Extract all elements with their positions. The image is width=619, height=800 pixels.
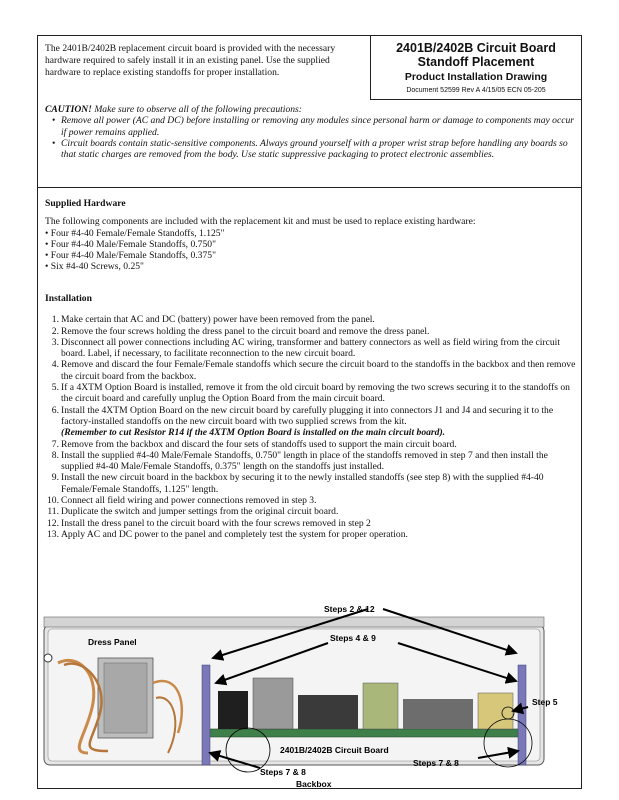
component-block xyxy=(253,678,293,729)
intro-paragraph: The 2401B/2402B replacement circuit board is provided with the necessary hardware required to safely install it in an existing panel. Use the supplied hardware to replace existing standoffs for proper installation. xyxy=(45,43,336,78)
standoff-left xyxy=(202,665,210,765)
hardware-item: • Four #4-40 Female/Female Standoffs, 1.125" xyxy=(45,228,580,239)
caution-lead-text: Make sure to observe all of the following precautions: xyxy=(91,104,302,115)
dress-panel-top xyxy=(44,617,544,627)
title-box xyxy=(370,36,581,100)
caution-block xyxy=(45,104,575,160)
label-circuit-board: 2401B/2402B Circuit Board xyxy=(280,745,389,755)
installation-steps xyxy=(45,314,580,540)
label-step-5: Step 5 xyxy=(532,697,558,707)
caution-lead: CAUTION! xyxy=(45,104,92,115)
supplied-hardware-text: The following components are included with the replacement kit and must be used to replace existing hardware: xyxy=(45,216,476,228)
install-step: 2. Remove the four screws holding the dress panel to the circuit board and remove the dress panel. xyxy=(51,325,430,337)
install-step: 3. Disconnect all power connections including AC wiring, transformer and battery connectors as well as field wiring from the circuit board. Label, if necessary, to facilitate reconnection to the new circuit board. xyxy=(51,336,560,360)
install-step: 10. Connect all field wiring and power connections removed in step 3. xyxy=(47,495,317,507)
component-block xyxy=(218,691,248,729)
hinge-icon xyxy=(44,654,52,662)
install-step: 9. Install the new circuit board in the backbox by securing it to the newly installed standoffs (see step 8) with the supplied #4-40 Female/Female Standoffs, 1.125" length. xyxy=(51,472,544,495)
document-title-line2: Standoff Placement xyxy=(417,55,535,69)
document-title: 2401B/2402B Circuit Board xyxy=(396,41,556,55)
document-subtitle: Product Installation Drawing xyxy=(404,71,548,83)
supplied-hardware-section xyxy=(45,198,580,273)
supplied-hardware-heading: Supplied Hardware xyxy=(45,198,126,209)
install-step: 13. Apply AC and DC power to the panel and completely test the system for proper operation. xyxy=(47,528,408,540)
install-step: 11. Duplicate the switch and jumper settings from the original circuit board. xyxy=(47,506,339,518)
label-dress-panel: Dress Panel xyxy=(88,637,137,647)
label-steps-7-8-right: Steps 7 & 8 xyxy=(413,758,459,768)
installation-section xyxy=(45,293,580,540)
standoff-placement-diagram xyxy=(38,603,581,789)
install-step: 5. If a 4XTM Option Board is installed, remove it from the old circuit board by removing the two screws securing it to the standoffs on the circuit board and carefully unplug the Option Board from the main circuit board. xyxy=(51,382,570,405)
label-backbox: Backbox xyxy=(296,779,332,789)
label-steps-4-9: Steps 4 & 9 xyxy=(330,633,376,643)
install-step: 4. Remove and discard the four Female/Female standoffs which secure the circuit board to the standoffs in the backbox and then remove the circuit board from the backbox. xyxy=(51,359,576,382)
hardware-item: • Six #4-40 Screws, 0.25" xyxy=(45,261,580,272)
install-step: 8. Install the supplied #4-40 Male/Female Standoffs, 0.750" length in place of the standoffs removed in step 7 and then install the supplied #4-40 Male/Female Standoffs, 0.375" length on the standoffs just installed. xyxy=(51,449,548,473)
installation-heading: Installation xyxy=(45,293,92,304)
label-steps-7-8-left: Steps 7 & 8 xyxy=(260,767,306,777)
component-block xyxy=(298,695,358,729)
install-step: 6. Install the 4XTM Option Board on the new circuit board by carefully plugging it into connectors J1 and J4 and securing it to the factory-installed standoffs on the new circuit board with two supplied screws from the kit. (Remember to cut Resistor R14 if the 4XTM Option Board is installed on the main circuit board). xyxy=(51,404,554,439)
option-board xyxy=(478,693,513,729)
header xyxy=(38,36,581,100)
hardware-item: • Four #4-40 Male/Female Standoffs, 0.375" xyxy=(45,250,580,261)
label-steps-2-12: Steps 2 & 12 xyxy=(324,604,375,614)
section-divider xyxy=(38,187,581,188)
component-block xyxy=(403,699,473,729)
resistor-note: (Remember to cut Resistor R14 if the 4XTM Option Board is installed on the main circuit board). xyxy=(61,427,446,439)
caution-item: • Circuit boards contain static-sensitive components. Always ground yourself with a proper wrist strap before handling any boards so that static charges are removed from the body. Use static suppressive packaging to protect electronic assemblies. xyxy=(61,138,575,161)
installation-drawing-page xyxy=(37,35,582,789)
install-step: 7. Remove from the backbox and discard the four sets of standoffs used to support the main circuit board. xyxy=(51,438,457,450)
caution-item: • Remove all power (AC and DC) before installing or removing any modules since personal harm or damage to components may occur if power remains applied. xyxy=(61,115,575,138)
component-block xyxy=(363,683,398,729)
document-info: Document 52599 Rev A 4/15/05 ECN 05-205 xyxy=(406,87,546,94)
install-step: 1. Make certain that AC and DC (battery) power have been removed from the panel. xyxy=(51,314,375,326)
hardware-item: • Four #4-40 Male/Female Standoffs, 0.750" xyxy=(45,239,580,250)
install-step: 12. Install the dress panel to the circuit board with the four screws removed in step 2 xyxy=(47,517,371,529)
standoff-right xyxy=(518,665,526,765)
circuit-board xyxy=(203,729,523,737)
